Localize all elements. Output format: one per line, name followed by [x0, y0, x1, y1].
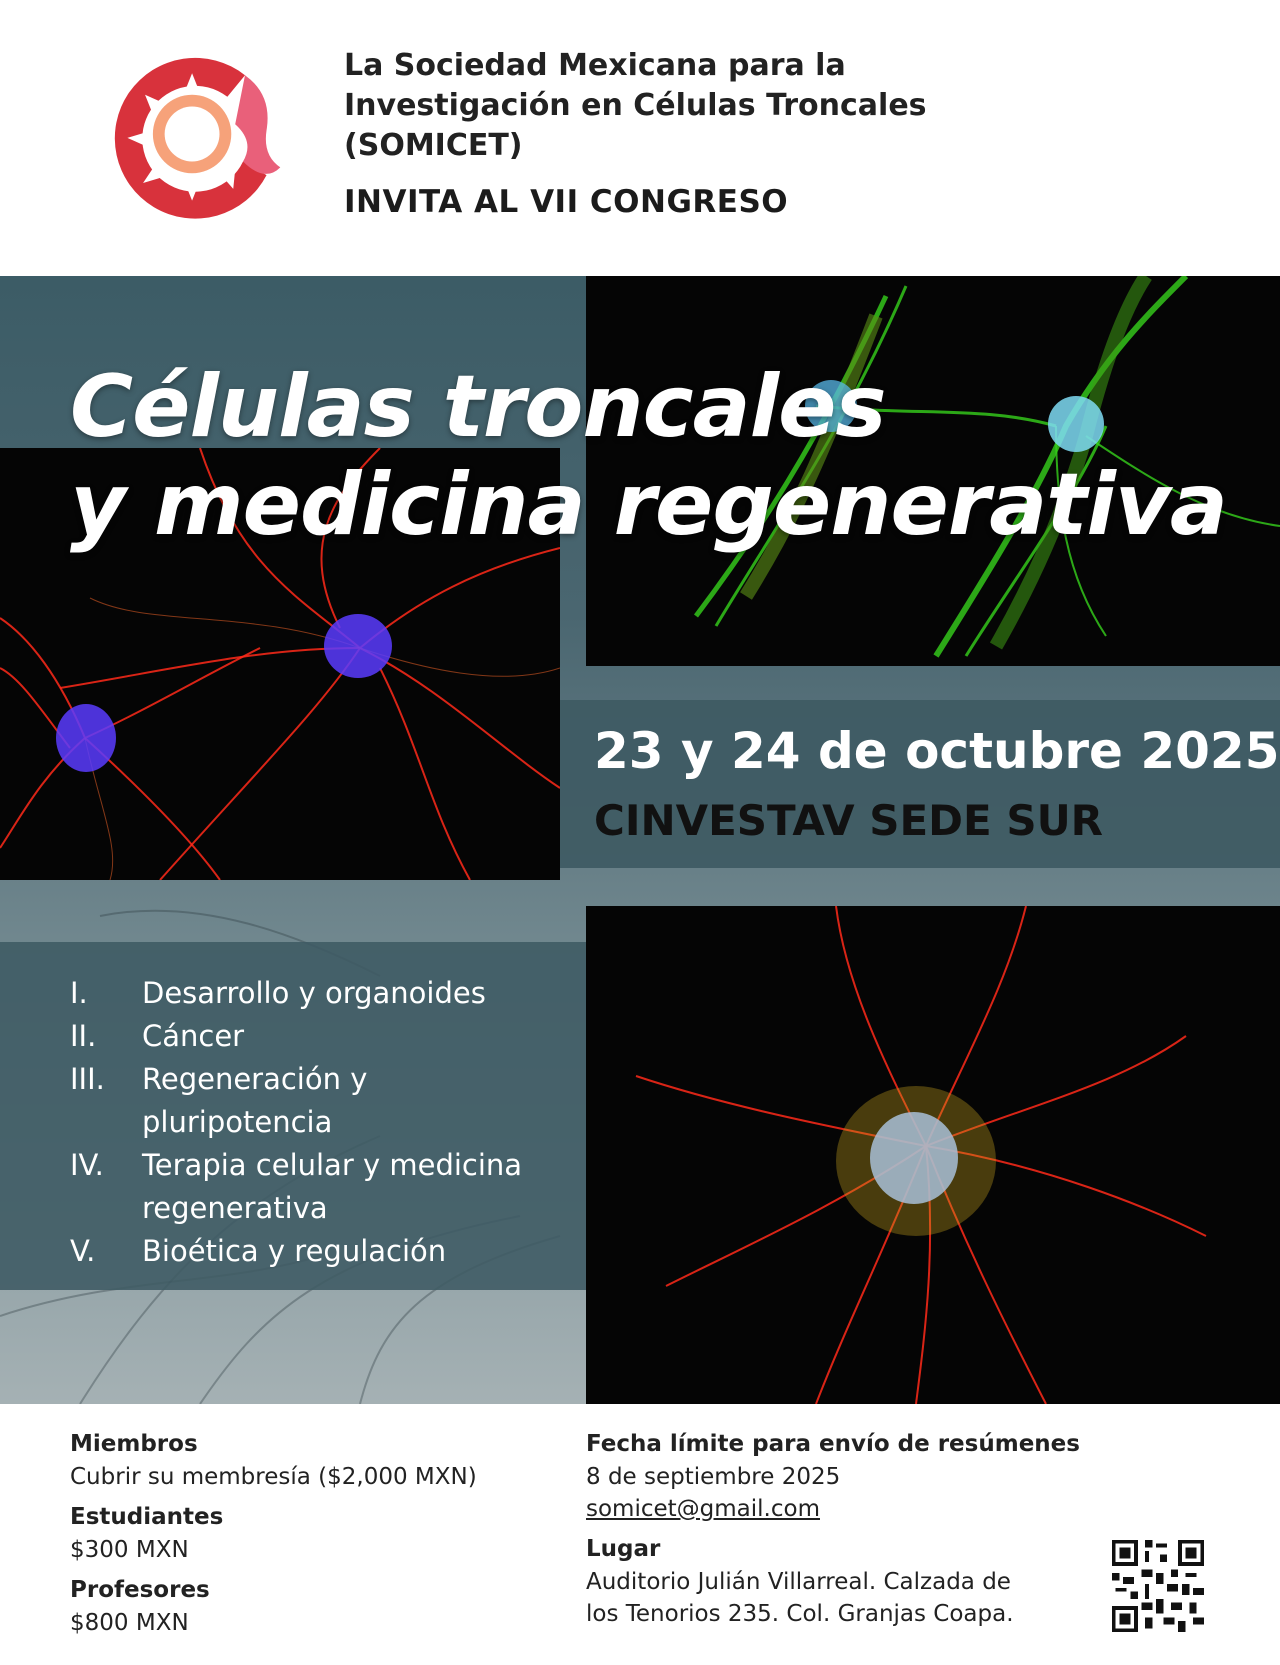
- org-line-1: La Sociedad Mexicana para la: [344, 48, 846, 83]
- qr-code-icon[interactable]: [1112, 1540, 1204, 1632]
- header: [0, 0, 1280, 276]
- professors-label: Profesores: [70, 1577, 210, 1603]
- students-label: Estudiantes: [70, 1504, 224, 1530]
- list-item: [70, 1015, 552, 1058]
- deadline-label: Fecha límite para envío de resúmenes: [586, 1431, 1080, 1457]
- students-value: $300 MXN: [70, 1537, 189, 1563]
- members-label: Miembros: [70, 1431, 198, 1457]
- topic-text: Terapia celular y medicina regenerativa: [142, 1148, 523, 1225]
- topic-number: II.: [70, 1019, 97, 1053]
- title-line-1: Células troncales: [70, 357, 886, 457]
- list-item: [70, 972, 552, 1015]
- place-line-2: los Tenorios 235. Col. Granjas Coapa.: [586, 1601, 1014, 1627]
- list-item: [70, 1230, 552, 1273]
- members-value: Cubrir su membresía ($2,000 MXN): [70, 1464, 477, 1490]
- event-date: 23 y 24 de octubre 2025: [594, 722, 1280, 780]
- topic-number: I.: [70, 976, 88, 1010]
- topic-text: Cáncer: [142, 1019, 245, 1053]
- topic-text: Desarrollo y organoides: [142, 976, 486, 1010]
- info-column: [586, 1428, 1080, 1638]
- topic-text: Regeneración y pluripotencia: [142, 1062, 368, 1139]
- invite-text: INVITA AL VII CONGRESO: [344, 184, 789, 220]
- somicet-logo-icon: [98, 36, 294, 232]
- congress-title: [70, 358, 1227, 554]
- fees-column: [70, 1428, 477, 1647]
- professors-value: $800 MXN: [70, 1610, 189, 1636]
- email-link[interactable]: somicet@gmail.com: [586, 1496, 820, 1522]
- topic-text: Bioética y regulación: [142, 1234, 447, 1268]
- organization-name: [344, 46, 927, 166]
- place-label: Lugar: [586, 1536, 661, 1562]
- topic-number: V.: [70, 1234, 96, 1268]
- org-line-2: Investigación en Células Troncales: [344, 88, 927, 123]
- micrograph-single-cell: [586, 906, 1280, 1404]
- title-line-2: y medicina regenerativa: [70, 455, 1227, 555]
- deadline-value: 8 de septiembre 2025: [586, 1464, 841, 1490]
- event-venue: CINVESTAV SEDE SUR: [594, 796, 1104, 845]
- org-line-3: (SOMICET): [344, 128, 523, 163]
- list-item: [70, 1144, 552, 1230]
- place-line-1: Auditorio Julián Villarreal. Calzada de: [586, 1569, 1011, 1595]
- topic-number: III.: [70, 1062, 105, 1096]
- topic-number: IV.: [70, 1148, 104, 1182]
- topics-list: [70, 972, 552, 1273]
- list-item: [70, 1058, 552, 1144]
